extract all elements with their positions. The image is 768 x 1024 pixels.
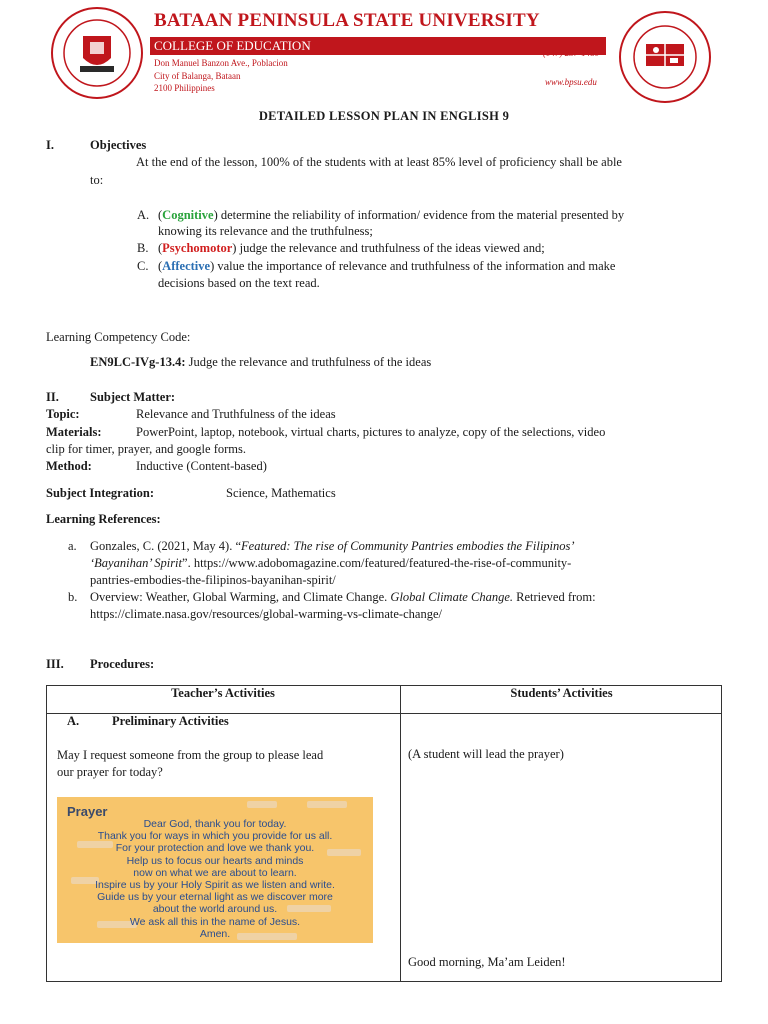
- college-name: COLLEGE OF EDUCATION: [154, 38, 311, 53]
- table-column-divider: [400, 685, 401, 982]
- reference-letter-b: b.: [68, 590, 78, 604]
- materials-line-2: clip for timer, prayer, and google forms.: [46, 442, 246, 456]
- section-heading-procedures: Procedures:: [90, 657, 155, 671]
- objective-a-line-2: knowing its relevance and the truthfulness;: [158, 224, 373, 238]
- references-label: Learning References:: [46, 512, 161, 526]
- method-label: Method:: [46, 459, 92, 473]
- objective-letter-b: B.: [137, 241, 149, 255]
- objective-letter-c: C.: [137, 259, 149, 273]
- column-header-teacher: Teacher’s Activities: [171, 686, 275, 700]
- domain-affective: Affective: [162, 259, 211, 273]
- student-greeting: Good morning, Ma’am Leiden!: [408, 955, 566, 969]
- teacher-prompt-line-1: May I request someone from the group to please lead: [57, 748, 324, 762]
- objective-a-line-1: (Cognitive) determine the reliability of information/ evidence from the material presented by: [158, 208, 625, 222]
- section-heading-subject: Subject Matter:: [90, 390, 176, 404]
- address-line-2: City of Balanga, Bataan: [154, 71, 241, 81]
- domain-cognitive: Cognitive: [162, 208, 214, 222]
- reference-a-line-1: Gonzales, C. (2021, May 4). “Featured: The rise of Community Pantries embodies the Filipinos’: [90, 539, 575, 553]
- objectives-intro-line-1: At the end of the lesson, 100% of the students with at least 85% level of proficiency shall be able: [136, 155, 622, 169]
- objectives-intro-line-2: to:: [90, 173, 104, 187]
- section-number-subject: II.: [46, 390, 59, 404]
- prayer-heading: Prayer: [67, 804, 108, 819]
- reference-letter-a: a.: [68, 539, 77, 553]
- reference-a-line-3[interactable]: pantries-embodies-the-filipinos-bayanihan-spirit/: [90, 573, 336, 587]
- materials-label: Materials:: [46, 425, 102, 439]
- prayer-text: Dear God, thank you for today. Thank you for ways in which you provide for us all. For your protection and love we thank you. Help us to focus our hearts and minds now on what we are about to learn. Inspire us by your Holy Spirit as we listen and write. Guide us by your eternal light as we discover more about the world around us. We ask all this in the name of Jesus. Amen.: [95, 818, 335, 940]
- preliminary-title: Preliminary Activities: [112, 714, 229, 728]
- website-link[interactable]: www.bpsu.edu: [545, 77, 597, 87]
- document-title: DETAILED LESSON PLAN IN ENGLISH 9: [258, 109, 510, 123]
- address-line-1: Don Manuel Banzon Ave., Poblacion: [154, 58, 288, 68]
- reference-b-line-1: Overview: Weather, Global Warming, and Climate Change. Global Climate Change. Retrieved from:: [90, 590, 596, 604]
- section-number-procedures: III.: [46, 657, 64, 671]
- domain-psychomotor: Psychomotor: [162, 241, 233, 255]
- topic-value: Relevance and Truthfulness of the ideas: [136, 407, 336, 421]
- prayer-image: [57, 797, 373, 943]
- reference-a-line-2: ‘Bayanihan’ Spirit”. https://www.adobomagazine.com/featured/featured-the-rise-of-community-: [90, 556, 572, 570]
- objective-b-line-1: (Psychomotor) judge the relevance and truthfulness of the ideas viewed and;: [158, 241, 545, 255]
- address-line-3: 2100 Philippines: [154, 83, 215, 93]
- reference-b-url[interactable]: https://climate.nasa.gov/resources/global-warming-vs-climate-change/: [90, 607, 442, 621]
- method-value: Inductive (Content-based): [136, 459, 267, 473]
- integration-value: Science, Mathematics: [226, 486, 336, 500]
- university-name: BATAAN PENINSULA STATE UNIVERSITY: [154, 10, 540, 31]
- materials-line-1: PowerPoint, laptop, notebook, virtual charts, pictures to analyze, copy of the selections, video: [136, 425, 606, 439]
- competency-label: Learning Competency Code:: [46, 330, 191, 344]
- university-seal-left: [50, 6, 144, 100]
- objective-c-line-1: (Affective) value the importance of relevance and truthfulness of the information and make: [158, 259, 616, 273]
- student-prayer-response: (A student will lead the prayer): [408, 747, 564, 761]
- section-number-objectives: I.: [46, 138, 54, 152]
- college-seal-right: [618, 10, 712, 104]
- column-header-students: Students’ Activities: [510, 686, 613, 700]
- objective-letter-a: A.: [137, 208, 150, 222]
- topic-label: Topic:: [46, 407, 80, 421]
- integration-label: Subject Integration:: [46, 486, 154, 500]
- competency-code: EN9LC-IVg-13.4:: [90, 355, 186, 369]
- preliminary-letter: A.: [67, 714, 80, 728]
- section-heading-objectives: Objectives: [90, 138, 147, 152]
- teacher-prompt-line-2: our prayer for today?: [57, 765, 163, 779]
- competency-line: EN9LC-IVg-13.4: Judge the relevance and truthfulness of the ideas: [90, 355, 432, 369]
- phone-number: (047) 237-1480: [543, 48, 600, 58]
- seal-left-caption: [50, 96, 144, 97]
- objective-c-line-2: decisions based on the text read.: [158, 276, 320, 290]
